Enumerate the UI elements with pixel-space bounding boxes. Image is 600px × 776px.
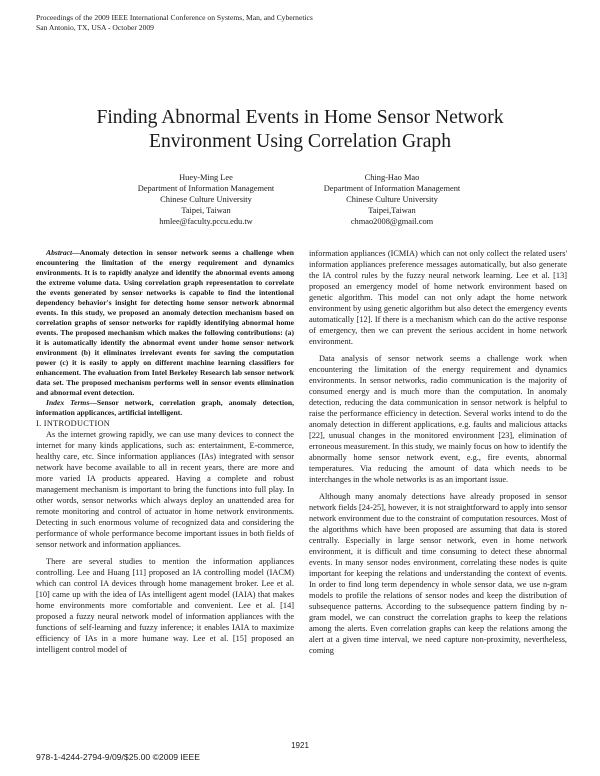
abstract-label: Abstract [46,248,73,257]
author-name: Huey-Ming Lee [179,173,233,182]
paragraph: information appliances (ICMIA) which can not only collect the related users' information appliances preference messages automatically, but also generate the IA control rules by the fuzzy neural network learning. Lee et al. [13] proposed an emergency model of home network environment based on genetic algorithm. This model can not only adapt the home network environment by using genetic algorithm but also detect the emergency events automatically [12]. If there is a mechanism which can do the active response of emergency, then we can prevent the serious accident in home network environment. [309,249,567,346]
proceedings-header [36,13,313,33]
author-name: Ching-Hao Mao [364,173,420,182]
author-email: hmlee@faculty.pccu.edu.tw [159,217,253,226]
proceedings-line-2: San Antonio, TX, USA - October 2009 [36,23,154,32]
author-university: Chinese Culture University [346,195,438,204]
author-university: Chinese Culture University [160,195,252,204]
proceedings-line-1: Proceedings of the 2009 IEEE International Conference on Systems, Man, and Cybernetics [36,13,313,22]
paragraph: As the internet growing rapidly, we can use many devices to connect the internet for many kinds applications, such as: entertainment, E-commerce, healthy care, etc. Since information appliances (IAs) integrated with sensor network have become available to all in recent years, there are more and more varied IA products appeared. Having a complete and robust management mechanism is important to bring the functions into full play. In other words, sensor networks which always deploy an unattended area for remote monitoring and control of actuator in home network environments. Detecting in such enormous volume of recognized data and considering the performance of whole performance become important issues in both fields of sensor network and information appliances. [36,430,294,549]
paragraph: Data analysis of sensor network seems a challenge work when encountering the limitation of the energy requirement and dynamics environments. In sensor networks, radio communication is the majority of consumed energy and is much more than the computation. In anomaly detection, reducing the data communication in sensor network is helpful to raise the performance efficiency in detection. Several works intend to do the anomaly detection in different applications, e.g. faults and malicious attacks [22], unusual changes in the monitored environment [23], elimination of erroneous measurement. In this study, we mainly focus on how to identify the abnormally home sensor network event, e.g., fire events, abnormal temperatures. Via reducing the amount of data which needs to be interchanges in the whole networks is as an important issue. [309,354,567,484]
right-column [309,248,567,656]
author-city: Taipei,Taiwan [368,206,416,215]
index-terms-label: Index Terms [46,398,90,407]
index-terms [36,398,294,418]
author-email: chmao2008@gmail.com [350,217,434,226]
paper-title [0,106,600,154]
paragraph: Although many anomaly detections have already proposed in sensor network fields [24-25], however, it is not straightforward to apply into sensor network environment due to the constraint of computation resources. Most of the algorithms which have been proposed are assuming that data is stored centrally. Especially in large sensor network, even in home network environment, it is difficult and time consuming to detect these abnormal events. In many sensor nodes environment, correlating these nodes is quite important for keeping the relations and understanding the context of events. In order to find long term dependency in whole sensor data, we use n-gram models to profile the relations of sensor nodes and keep the distribution of subsequence patterns. According to the subsequence pattern finding by n-gram model, we can construct the correlation graphs to keep the relations among the alerts. Even correlation graphs can keep the relations among the alert at a given time interval, we need capture non-proximity, nevertheless, coming [309,492,567,655]
section-heading-introduction: I. INTRODUCTION [36,419,111,428]
title-line-2: Environment Using Correlation Graph [148,131,451,152]
author-city: Taipei, Taiwan [181,206,231,215]
isbn-copyright: 978-1-4244-2794-9/09/$25.00 ©2009 IEEE [36,752,201,762]
title-line-1: Finding Abnormal Events in Home Sensor Network [96,107,504,128]
author-department: Department of Information Management [137,184,275,193]
author-department: Department of Information Management [323,184,461,193]
author-block-2 [282,172,502,227]
page-number: 1921 [291,741,309,750]
paragraph: There are several studies to mention the information appliances controlling. Lee and Huang [11] proposed an IA controlling model (IACM) which can control IA devices through home management broker. Lee et al. [10] came up with the idea of IAs intelligent agent model (IAIA) that makes home environments more comfortable and convenient. Lee et al. [14] proposed a fuzzy neural network model of information appliances with the functions of self-learning and fuzzy inference; it enables IAIA to maximize efficiency of IAs in a more humane way. Lee et al. [15] proposed an intelligent control model of [36,557,294,654]
index-terms-text: —Sensor network, correlation graph, anomaly detection, information applicances, artificial intelligent. [36,398,294,417]
abstract [36,248,294,398]
abstract-text: —Anomaly detection in sensor network seems a challenge when encountering the limitation of the energy requirement and dynamics environments. It is to rapidly analyze and identify the abnormal events among the extreme volume data. Using correlation graph representation to correlate the events generated by sensor networks is capable to find the intentional dependency behavior's insight for detecting home sensor network abnormal events. In this study, we proposed an anomaly detection mechanism based on correlation graphs of sensor networks for rapidly identifying abnormal home events. The proposed mechanism which makes the following contributions: (a) it is automatically identify the abnormal event under home sensor network environment (b) it eliminates irrelevant events for saving the computation power (c) it is easily to apply on different machine learning classifiers for enhancement. The evaluation from Intel Berkeley Research lab sensor network data set. The proposed mechanism performs well in sensor events elimination and abnormal event detection. [36,248,294,397]
left-column [36,248,294,655]
